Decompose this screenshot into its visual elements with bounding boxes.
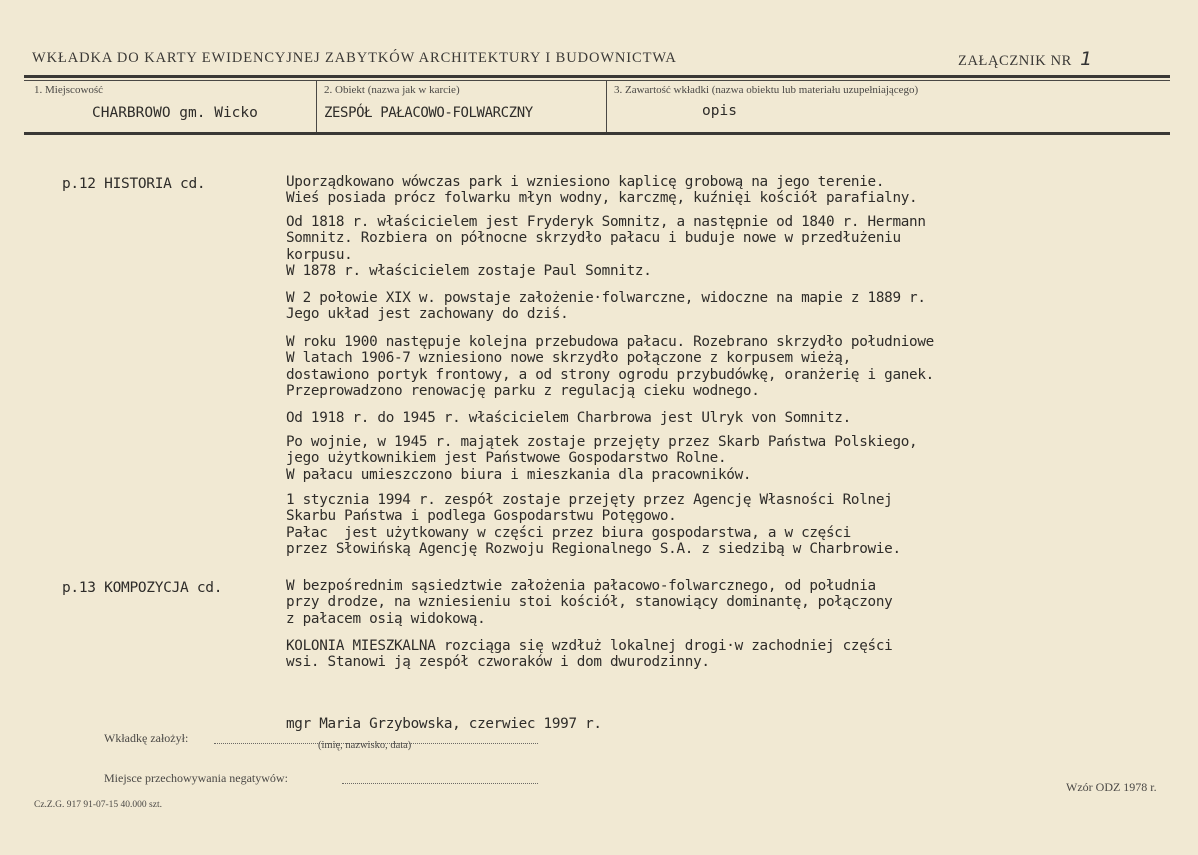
- history-line: Jego układ jest zachowany do dziś.: [286, 306, 569, 323]
- object-value: ZESPÓŁ PAŁACOWO-FOLWARCZNY: [324, 105, 533, 121]
- composition-line: z pałacem osią widokową.: [286, 610, 486, 627]
- author-hint: (imię, nazwisko, data): [318, 740, 412, 751]
- history-line: Wieś posiada prócz folwarku młyn wodny, karczmę, kuźnięi kościół parafialny.: [286, 190, 918, 207]
- history-line: Somnitz. Rozbiera on północne skrzydło pałacu i buduje nowe w przedłużeniu: [286, 230, 901, 247]
- history-line: W pałacu umieszczono biura i mieszkania dla pracowników.: [286, 466, 752, 483]
- history-line: Po wojnie, w 1945 r. majątek zostaje przejęty przez Skarb Państwa Polskiego,: [286, 434, 918, 450]
- field-divider-1: [316, 80, 317, 132]
- contents-label: 3. Zawartość wkładki (nazwa obiektu lub materiału uzupełniającego): [614, 84, 919, 96]
- history-paragraph: [286, 410, 1166, 426]
- history-paragraph: [286, 434, 1166, 483]
- form-title: WKŁADKA DO KARTY EWIDENCYJNEJ ZABYTKÓW ARCHITEKTURY I BUDOWNICTWA: [32, 50, 677, 66]
- history-line: dostawiono portyk frontowy, a od strony ogrodu przybudówkę, oranżerię i ganek.: [286, 366, 934, 383]
- author-value: mgr Maria Grzybowska, czerwiec 1997 r.: [286, 716, 602, 732]
- contents-value: opis: [702, 103, 737, 119]
- field-divider-2: [606, 80, 607, 132]
- history-paragraph: [286, 334, 1166, 400]
- composition-line: KOLONIA MIESZKALNA rozciąga się wzdłuż lokalnej drogi·w zachodniej części: [286, 638, 893, 654]
- location-value: CHARBROWO gm. Wicko: [92, 105, 258, 121]
- history-paragraph: [286, 174, 1166, 207]
- location-label: 1. Miejscowość: [34, 84, 104, 96]
- form-model: Wzór ODZ 1978 r.: [1066, 780, 1157, 794]
- composition-paragraph: [286, 578, 1166, 627]
- attachment-label: ZAŁĄCZNIK NR: [958, 53, 1072, 69]
- history-paragraph: [286, 492, 1166, 558]
- negatives-label: Miejsce przechowywania negatywów:: [104, 771, 288, 785]
- history-line: W 2 połowie XIX w. powstaje założenie·folwarczne, widoczne na mapie z 1889 r.: [286, 290, 926, 306]
- history-line: W 1878 r. właścicielem zostaje Paul Somnitz.: [286, 263, 652, 280]
- attachment-number: 1: [1080, 48, 1093, 70]
- history-line: Od 1818 r. właścicielem jest Fryderyk Somnitz, a następnie od 1840 r. Hermann: [286, 214, 926, 230]
- history-line: korpusu.: [286, 246, 353, 263]
- composition-line: W bezpośrednim sąsiedztwie założenia pałacowo-folwarcznego, od południa: [286, 578, 876, 594]
- history-line: W roku 1900 następuje kolejna przebudowa pałacu. Rozebrano skrzydło południowe: [286, 334, 934, 350]
- composition-paragraph: [286, 638, 1166, 671]
- fields-rule-bottom: [24, 132, 1170, 135]
- history-line: Pałac jest użytkowany w części przez biura gospodarstwa, a w części: [286, 524, 851, 541]
- composition-line: przy drodze, na wzniesieniu stoi kościół, stanowiący dominantę, połączony: [286, 594, 893, 611]
- history-line: jego użytkownikiem jest Państwowe Gospodarstwo Rolne.: [286, 450, 727, 467]
- negatives-line: [342, 783, 538, 784]
- history-paragraph: [286, 290, 1166, 323]
- history-section-label: p.12 HISTORIA cd.: [62, 176, 206, 192]
- history-line: 1 stycznia 1994 r. zespół zostaje przejęty przez Agencję Własności Rolnej: [286, 492, 893, 508]
- object-label: 2. Obiekt (nazwa jak w karcie): [324, 84, 460, 96]
- history-line: W latach 1906-7 wzniesiono nowe skrzydło połączone z korpusem wieżą,: [286, 350, 851, 367]
- header-rule-top: [24, 75, 1170, 78]
- history-line: przez Słowińską Agencję Rozwoju Regionalnego S.A. z siedzibą w Charbrowie.: [286, 541, 901, 558]
- history-line: Od 1918 r. do 1945 r. właścicielem Charbrowa jest Ulryk von Somnitz.: [286, 410, 851, 426]
- attachment-header: [958, 48, 1093, 70]
- history-line: Skarbu Państwa i podlega Gospodarstwu Potęgowo.: [286, 508, 677, 525]
- header-rule-sub: [24, 80, 1170, 81]
- author-label: Wkładkę założył:: [104, 731, 189, 745]
- history-paragraph: [286, 214, 1166, 280]
- print-code: Cz.Z.G. 917 91-07-15 40.000 szt.: [34, 800, 162, 810]
- composition-line: wsi. Stanowi ją zespół czworaków i dom dwurodzinny.: [286, 654, 710, 671]
- composition-section-label: p.13 KOMPOZYCJA cd.: [62, 580, 223, 596]
- history-line: Uporządkowano wówczas park i wzniesiono kaplicę grobową na jego terenie.: [286, 174, 885, 190]
- history-line: Przeprowadzono renowację parku z regulacją cieku wodnego.: [286, 383, 760, 400]
